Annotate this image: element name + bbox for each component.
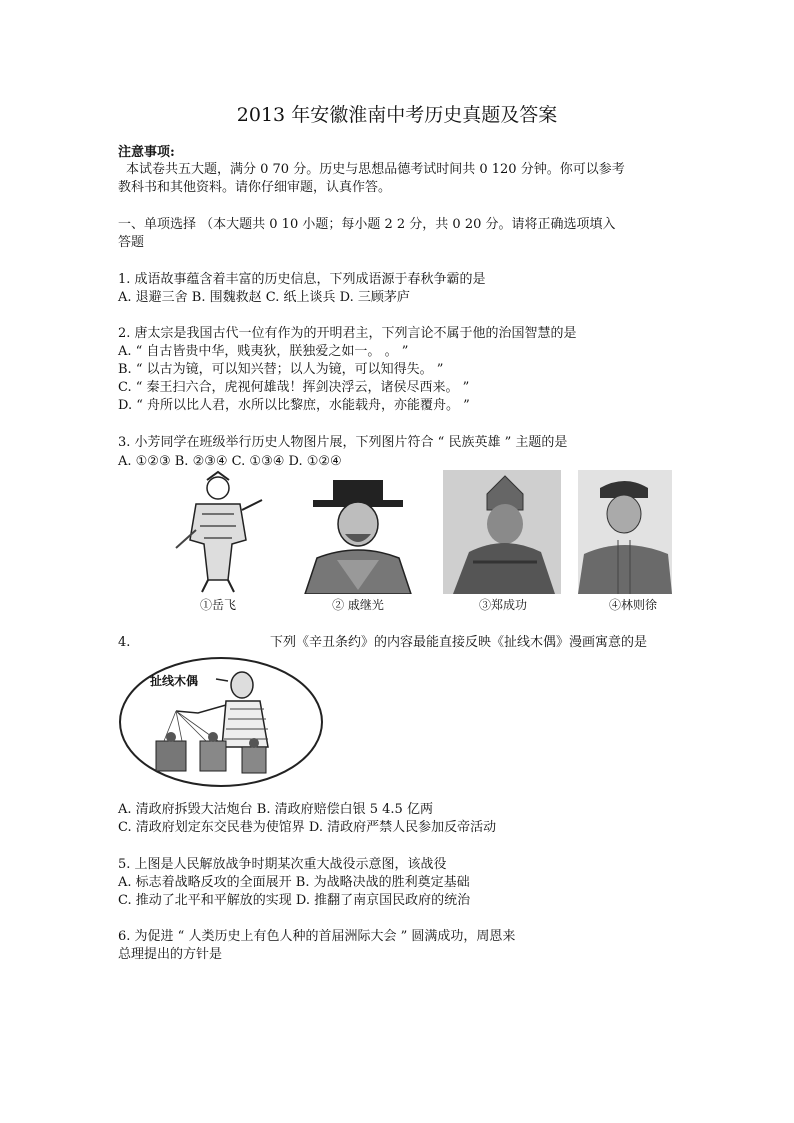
page-title: 2013 年安徽淮南中考历史真题及答案 bbox=[236, 104, 558, 126]
cartoon-title: 扯线木偶 bbox=[150, 674, 199, 688]
question-2-option-b: B. “ 以古为镜，可以知兴替；以人为镜，可以知得失。 ” bbox=[118, 362, 444, 377]
question-5-options-cd: C. 推动了北平和平解放的实现 D. 推翻了南京国民政府的统治 bbox=[118, 893, 471, 908]
portrait-yue-fei bbox=[172, 470, 264, 594]
question-2-option-d: D. “ 舟所以比人君，水所以比黎庶，水能载舟，亦能覆舟。 ” bbox=[118, 398, 470, 413]
puppet-cartoon bbox=[118, 655, 324, 790]
question-2-option-a: A. “ 自古皆贵中华，贱夷狄，朕独爱之如一。 。 ” bbox=[118, 344, 409, 359]
notice-line: 教科书和其他资料。请你仔细审题，认真作答。 bbox=[118, 180, 392, 195]
question-4-number: 4. bbox=[118, 635, 131, 650]
caption-lin-zexu: ④林则徐 bbox=[608, 598, 657, 612]
caption-yue-fei: ①岳飞 bbox=[199, 598, 236, 612]
caption-zheng-chenggong: ③郑成功 bbox=[478, 598, 527, 612]
portrait-qi-jiguang bbox=[297, 470, 419, 594]
question-3-options: A. ①②③ B. ②③④ C. ①③④ D. ①②④ bbox=[118, 454, 342, 469]
question-1-options: A. 退避三舍 B. 围魏救赵 C. 纸上谈兵 D. 三顾茅庐 bbox=[118, 290, 410, 305]
question-1-stem: 1. 成语故事蕴含着丰富的历史信息，下列成语源于春秋争霸的是 bbox=[118, 272, 486, 287]
section-heading-cont: 答题 bbox=[118, 235, 145, 250]
question-4-options-cd: C. 清政府划定东交民巷为使馆界 D. 清政府严禁人民参加反帝活动 bbox=[118, 820, 497, 835]
caption-qi-jiguang: ② 戚继光 bbox=[332, 598, 384, 612]
portrait-zheng-chenggong bbox=[443, 470, 561, 594]
question-6-stem-cont: 总理提出的方针是 bbox=[118, 947, 223, 962]
portrait-lin-zexu bbox=[578, 470, 672, 594]
notice-line: 本试卷共五大题，满分 0 70 分。历史与思想品德考试时间共 0 120 分钟。你可以参考 bbox=[126, 162, 625, 177]
question-4-options-ab: A. 清政府拆毁大沽炮台 B. 清政府赔偿白银 5 4.5 亿两 bbox=[118, 802, 433, 817]
question-2-option-c: C. “ 秦王扫六合，虎视何雄哉！挥剑决浮云，诸侯尽西来。 ” bbox=[118, 380, 470, 395]
question-5-options-ab: A. 标志着战略反攻的全面展开 B. 为战略决战的胜利奠定基础 bbox=[118, 875, 470, 890]
question-6-stem: 6. 为促进 “ 人类历史上有色人种的首届洲际大会 ” 圆满成功，周恩来 bbox=[118, 929, 516, 944]
question-4-stem: 下列《辛丑条约》的内容最能直接反映《扯线木偶》漫画寓意的是 bbox=[270, 635, 648, 650]
question-5-stem: 5. 上图是人民解放战争时期某次重大战役示意图，该战役 bbox=[118, 857, 447, 872]
question-2-stem: 2. 唐太宗是我国古代一位有作为的开明君主，下列言论不属于他的治国智慧的是 bbox=[118, 326, 577, 341]
section-heading: 一、单项选择 （本大题共 0 10 小题；每小题 2 2 分，共 0 20 分。请将正确选项填入 bbox=[118, 217, 616, 232]
question-3-stem: 3. 小芳同学在班级举行历史人物图片展，下列图片符合 “ 民族英雄 ” 主题的是 bbox=[118, 435, 568, 450]
notice-heading: 注意事项: bbox=[118, 145, 175, 160]
